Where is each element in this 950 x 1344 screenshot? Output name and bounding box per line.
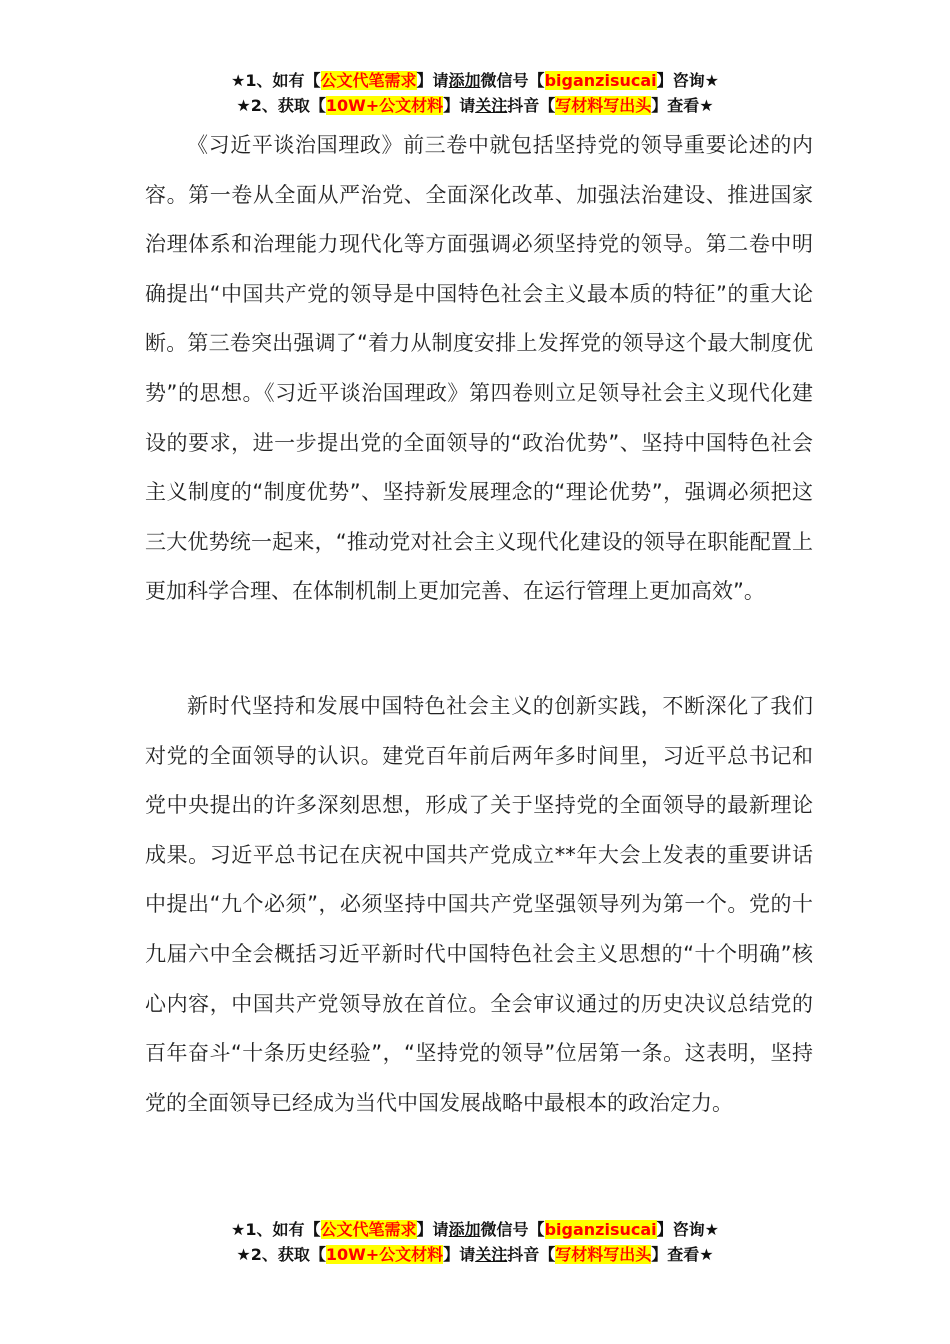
promo-text: 微信号【 [480,1220,545,1239]
promo-highlight-wechat-id: biganzisucai [544,71,657,90]
promo-highlight-wechat-id: biganzisucai [544,1220,657,1239]
promo-text: 】咨询★ [656,71,719,90]
promo-text: 】查看★ [651,1245,714,1264]
promo-text: ★2、获取【 [236,96,326,115]
promo-text: 抖音【 [507,96,556,115]
promo-line-2 [0,93,950,118]
promo-line-2 [0,1242,950,1267]
promo-text: 】查看★ [651,96,714,115]
article-body-part-2 [145,682,813,1128]
promo-banner-bottom [0,1217,950,1267]
promo-highlight-service: 公文代笔需求 [320,1220,417,1239]
promo-text: 】请 [443,96,476,115]
promo-text: 】请 [416,71,449,90]
promo-line-1 [0,68,950,93]
promo-text: ★1、如有【 [231,71,321,90]
article-body-part-1 [145,121,813,617]
promo-text: ★2、获取【 [236,1245,326,1264]
promo-banner-top [0,68,950,118]
promo-line-1 [0,1217,950,1242]
promo-text: 抖音【 [507,1245,556,1264]
promo-text: 】请 [416,1220,449,1239]
promo-underline-follow: 关注 [475,1245,508,1264]
promo-text: 】咨询★ [656,1220,719,1239]
promo-underline-follow: 关注 [475,96,508,115]
promo-highlight-service: 公文代笔需求 [320,71,417,90]
promo-text: 微信号【 [480,71,545,90]
promo-text: ★1、如有【 [231,1220,321,1239]
promo-text: 】请 [443,1245,476,1264]
promo-highlight-materials: 10W+公文材料 [325,1245,444,1264]
promo-underline-add: 添加 [448,1220,481,1239]
promo-highlight-douyin-id: 写材料写出头 [555,1245,652,1264]
promo-highlight-materials: 10W+公文材料 [325,96,444,115]
promo-underline-add: 添加 [448,71,481,90]
paragraph-1: 《习近平谈治国理政》前三卷中就包括坚持党的领导重要论述的内容。第一卷从全面从严治党、全面深化改革、加强法治建设、推进国家治理体系和治理能力现代化等方面强调必须坚持党的领导。第二卷中明确提出“中国共产党的领导是中国特色社会主义最本质的特征”的重大论断。第三卷突出强调了“着力从制度安排上发挥党的领导这个最大制度优势”的思想。《习近平谈治国理政》第四卷则立足领导社会主义现代化建设的要求，进一步提出党的全面领导的“政治优势”、坚持中国特色社会主义制度的“制度优势”、坚持新发展理念的“理论优势”，强调必须把这三大优势统一起来，“推动党对社会主义现代化建设的领导在职能配置上更加科学合理、在体制机制上更加完善、在运行管理上更加高效”。 [145,133,813,604]
promo-highlight-douyin-id: 写材料写出头 [555,96,652,115]
paragraph-2: 新时代坚持和发展中国特色社会主义的创新实践，不断深化了我们对党的全面领导的认识。建党百年前后两年多时间里，习近平总书记和党中央提出的许多深刻思想，形成了关于坚持党的全面领导的最新理论成果。习近平总书记在庆祝中国共产党成立**年大会上发表的重要讲话中提出“九个必须”，必须坚持中国共产党坚强领导列为第一个。党的十九届六中全会概括习近平新时代中国特色社会主义思想的“十个明确”核心内容，中国共产党领导放在首位。全会审议通过的历史决议总结党的百年奋斗“十条历史经验”，“坚持党的领导”位居第一条。这表明，坚持党的全面领导已经成为当代中国发展战略中最根本的政治定力。 [145,694,813,1115]
